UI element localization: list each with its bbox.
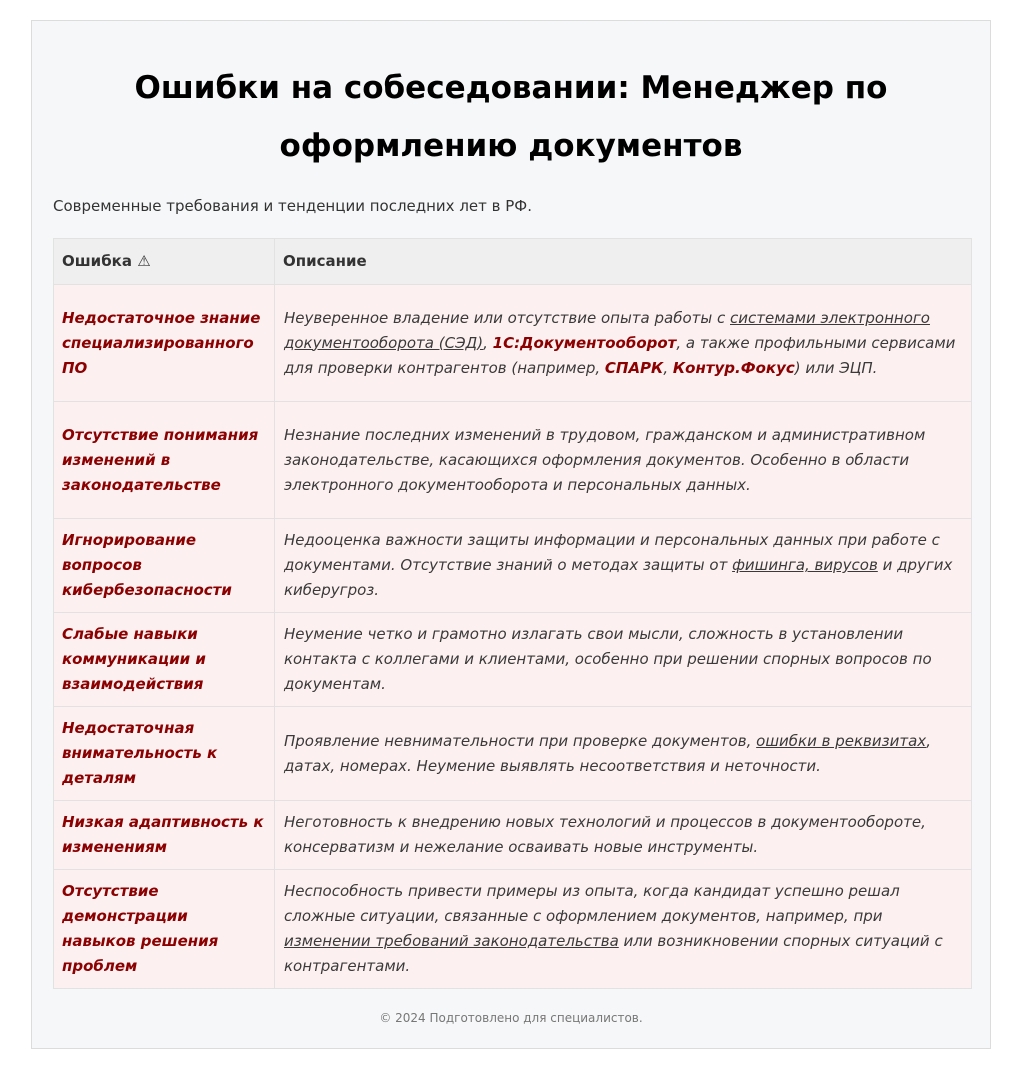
error-name: Недостаточная внимательность к деталям: [54, 707, 275, 801]
description-text: и других киберугроз.: [284, 556, 953, 599]
description-text: Неуверенное владение или отсутствие опыта работы с: [284, 308, 730, 327]
error-name: Низкая адаптивность к изменениям: [54, 801, 275, 870]
description-text: ,: [483, 333, 493, 352]
link-law-changes[interactable]: изменении требований законодательства: [284, 932, 619, 950]
highlight-kontur: Контур.Фокус: [672, 358, 795, 377]
table-row: [54, 519, 972, 613]
page-title: Ошибки на собеседовании: Менеджер по оформлению документов: [134, 70, 888, 164]
description-text: Неумение четко и грамотно излагать свои мысли, сложность в установлении контакта с коллегами и клиентами, особенно при решении спорных вопросов по документам.: [284, 625, 932, 693]
table-row: [54, 402, 972, 519]
error-name: Игнорирование вопросов кибербезопасности: [54, 519, 275, 613]
link-sed[interactable]: системами электронного документооборота (СЭД): [284, 308, 930, 352]
highlight-1c: 1С:Документооборот: [492, 333, 677, 352]
error-name: Недостаточное знание специализированного ПО: [54, 285, 275, 402]
description-text: , а также профильными сервисами для проверки контрагентов (например,: [284, 333, 956, 377]
table-header-row: [54, 239, 972, 285]
column-header-error: Ошибка ⚠: [54, 239, 275, 285]
table-row: [54, 870, 972, 989]
table-row: [54, 285, 972, 402]
document-page: [31, 20, 991, 1049]
description-text: Незнание последних изменений в трудовом, гражданском и административном законодательстве, касающихся оформления документов. Особенно в области электронного документооборота и персональных данных.: [284, 425, 926, 494]
error-description: [275, 707, 972, 801]
description-text: , датах, номерах. Неумение выявлять несоответствия и неточности.: [284, 731, 931, 775]
error-name: Слабые навыки коммуникации и взаимодействия: [54, 613, 275, 707]
description-text: или возникновении спорных ситуаций с контрагентами.: [284, 932, 943, 975]
description-text: Неспособность привести примеры из опыта, когда кандидат успешно решал сложные ситуации, связанные с оформлением документов, например, при: [284, 882, 900, 925]
error-description: [275, 613, 972, 707]
error-description: [275, 285, 972, 402]
description-text: ,: [663, 358, 673, 377]
link-phishing[interactable]: фишинга, вирусов: [732, 556, 878, 574]
errors-table: [53, 238, 972, 989]
description-text: Недооценка важности защиты информации и персональных данных при работе с документами. Отсутствие знаний о методах защиты от: [284, 531, 940, 574]
table-row: [54, 801, 972, 870]
description-text: Неготовность к внедрению новых технологий и процессов в документообороте, консерватизм и нежелание осваивать новые инструменты.: [284, 813, 926, 856]
table-row: [54, 707, 972, 801]
error-description: [275, 870, 972, 989]
table-row: [54, 613, 972, 707]
footer-text: © 2024 Подготовлено для специалистов.: [379, 1011, 643, 1025]
column-header-description: Описание: [275, 239, 972, 285]
error-name: Отсутствие демонстрации навыков решения проблем: [54, 870, 275, 989]
error-description: [275, 402, 972, 519]
link-requisites-errors[interactable]: ошибки в реквизитах: [756, 731, 927, 750]
error-name: Отсутствие понимания изменений в законодательстве: [54, 402, 275, 519]
description-text: Проявление невнимательности при проверке документов,: [284, 731, 757, 750]
intro-text: Современные требования и тенденции последних лет в РФ.: [53, 197, 532, 215]
error-description: [275, 519, 972, 613]
highlight-spark: СПАРК: [604, 358, 664, 377]
description-text: ) или ЭЦП.: [794, 358, 878, 377]
error-description: [275, 801, 972, 870]
